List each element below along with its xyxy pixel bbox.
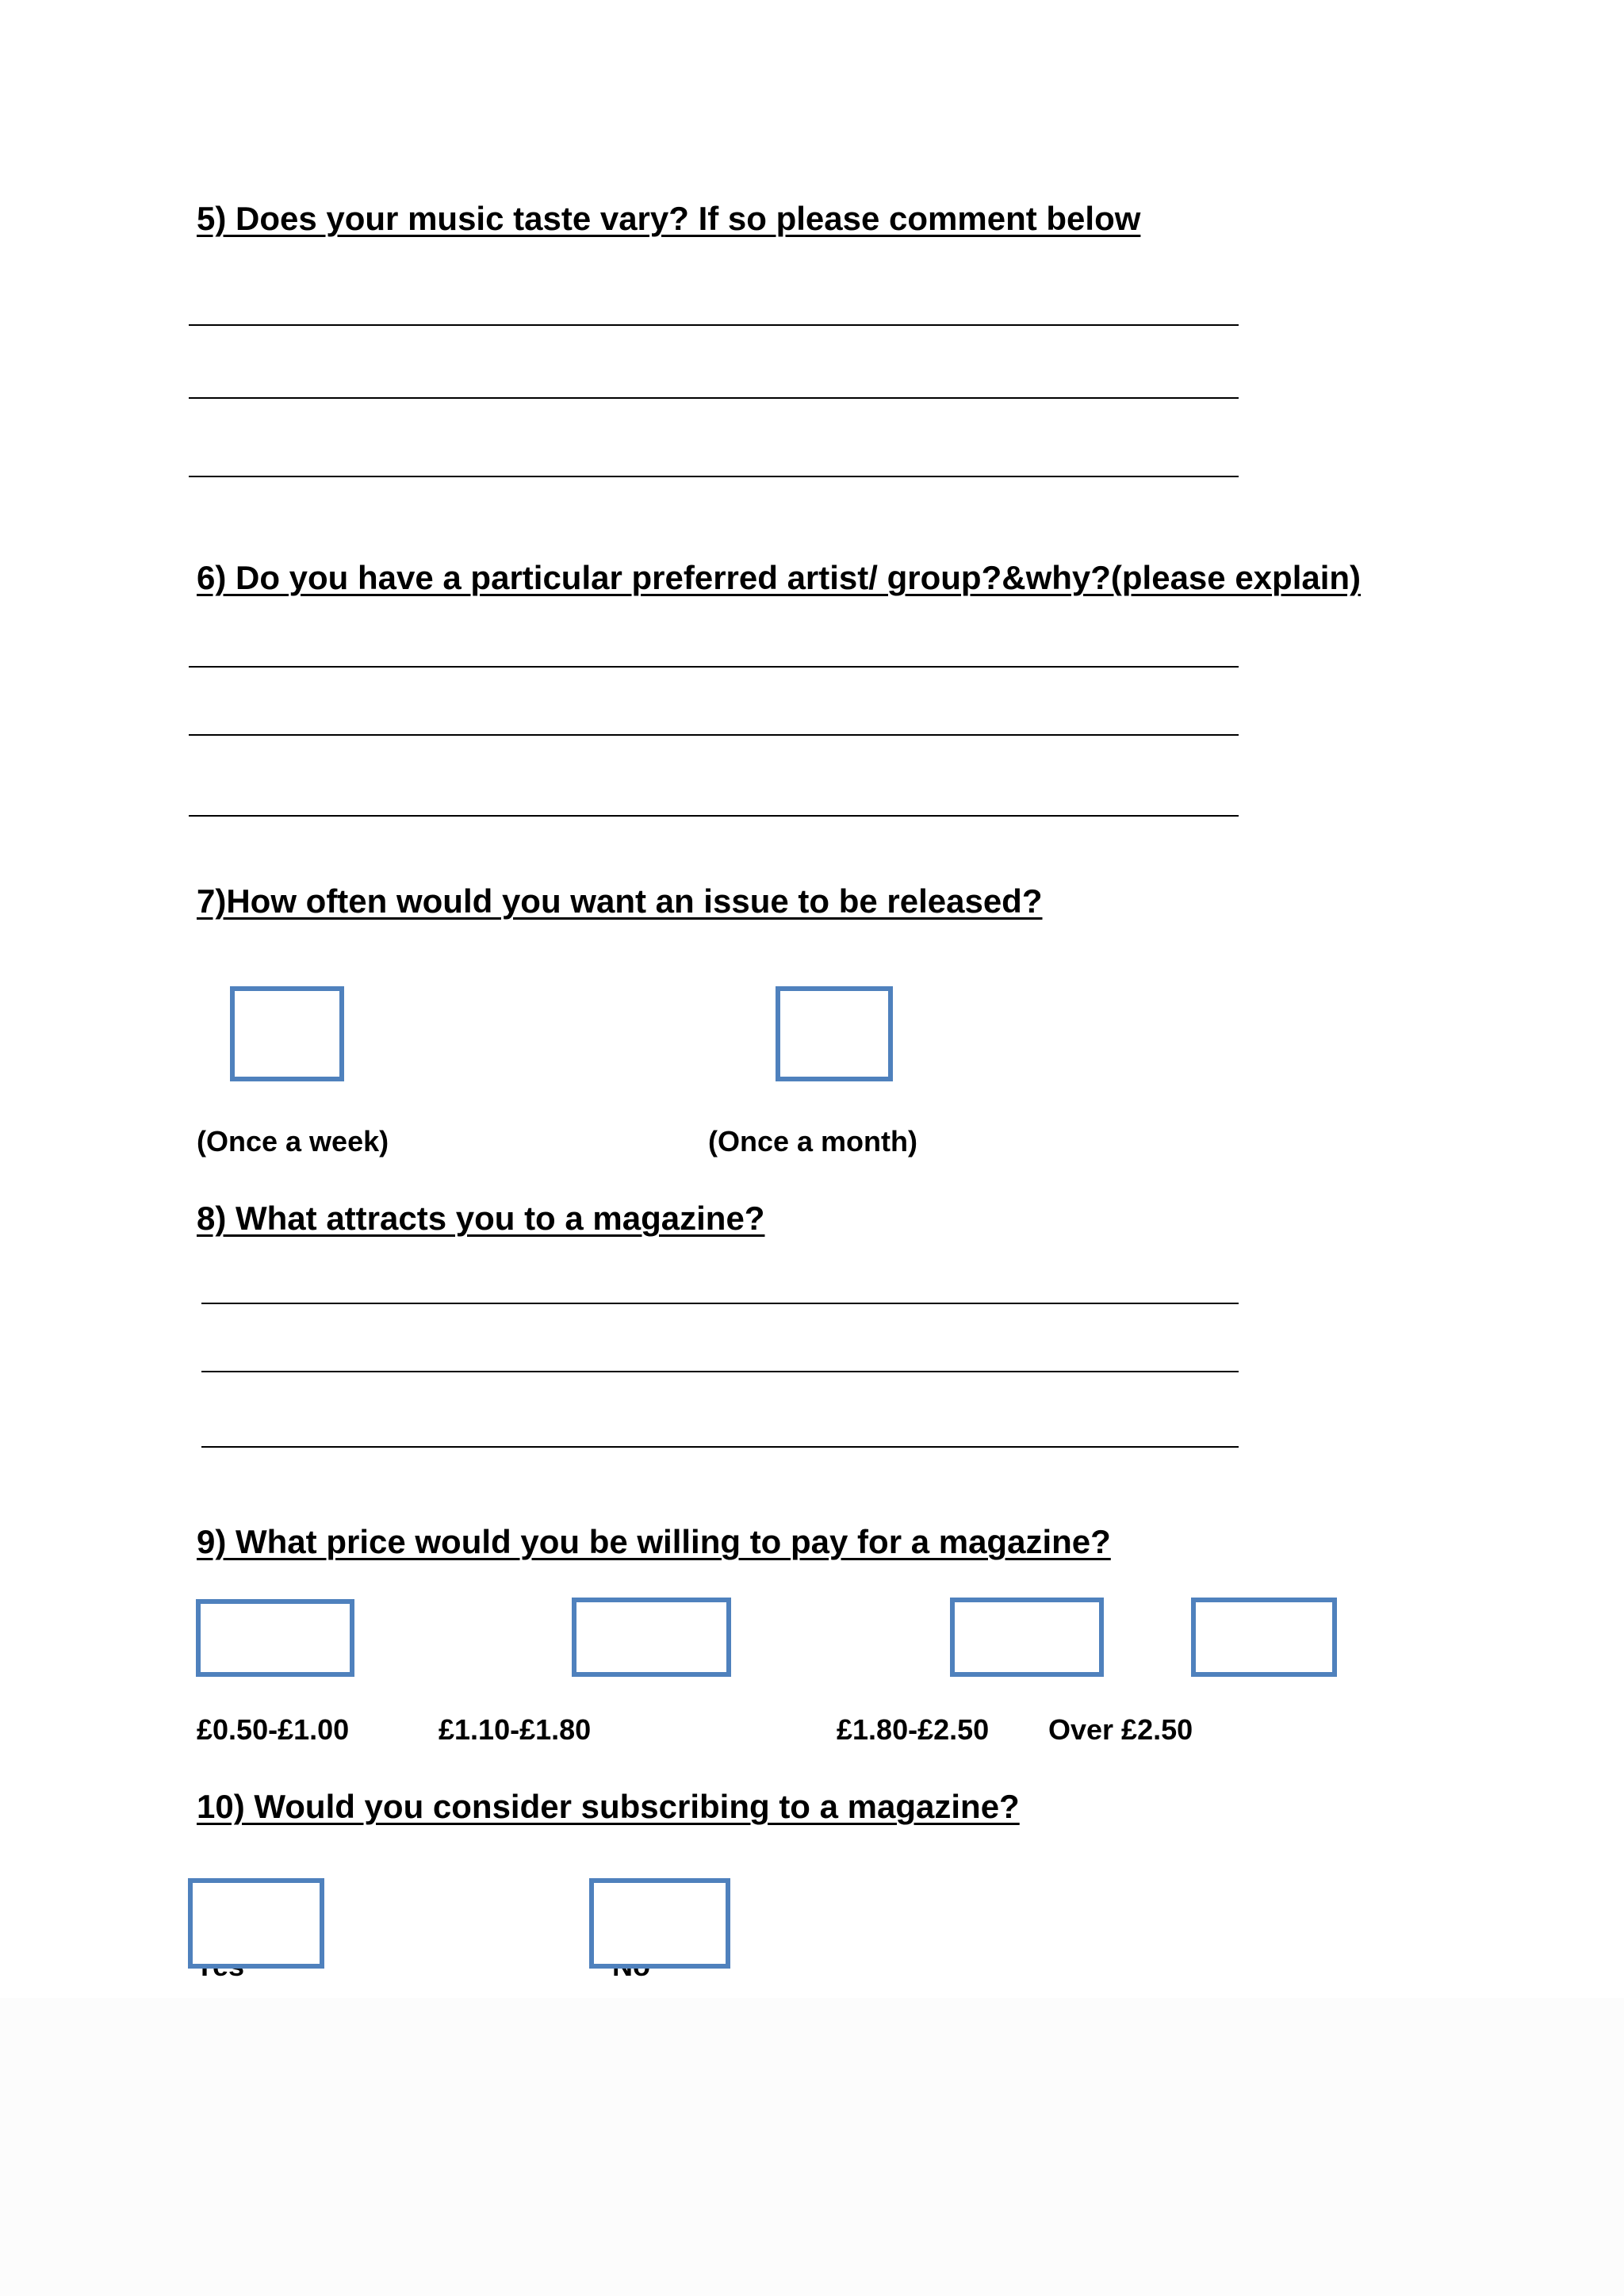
question-10-title: 10) Would you consider subscribing to a magazine?	[197, 1788, 1020, 1825]
question-5-answer-line-3[interactable]	[189, 476, 1239, 477]
question-5-answer-line-2[interactable]	[189, 397, 1239, 399]
question-8-title: 8) What attracts you to a magazine?	[197, 1200, 765, 1237]
question-6-title: 6) Do you have a particular preferred artist/ group?&why?(please explain)	[197, 559, 1362, 596]
checkbox-subscribe-yes[interactable]	[188, 1878, 324, 1969]
question-8-answer-line-2[interactable]	[201, 1371, 1239, 1372]
label-price-050-100: £0.50-£1.00	[197, 1713, 350, 1746]
question-6-answer-line-3[interactable]	[189, 815, 1239, 817]
question-6-answer-line-2[interactable]	[189, 734, 1239, 736]
checkbox-price-050-100[interactable]	[196, 1599, 354, 1677]
question-8-answer-line-3[interactable]	[201, 1446, 1239, 1448]
question-9-title: 9) What price would you be willing to pay for a magazine?	[197, 1523, 1111, 1560]
label-price-over-250: Over £2.50	[1048, 1713, 1193, 1746]
label-price-110-180: £1.10-£1.80	[439, 1713, 592, 1746]
checkbox-price-over-250[interactable]	[1191, 1598, 1337, 1677]
question-5-title: 5) Does your music taste vary? If so please comment below	[197, 200, 1141, 237]
question-8-answer-line-1[interactable]	[201, 1303, 1239, 1304]
checkbox-subscribe-no[interactable]	[589, 1878, 730, 1969]
checkbox-once-a-week[interactable]	[230, 986, 344, 1081]
checkbox-price-110-180[interactable]	[572, 1598, 731, 1677]
checkbox-price-180-250[interactable]	[950, 1598, 1104, 1677]
question-5-answer-line-1[interactable]	[189, 324, 1239, 326]
label-yes-visible-part	[195, 1966, 274, 1987]
label-no-visible-part	[612, 1966, 691, 1987]
page-bottom-area	[0, 1998, 1624, 2296]
question-6-answer-line-1[interactable]	[189, 666, 1239, 668]
label-price-180-250: £1.80-£2.50	[837, 1713, 990, 1746]
label-once-a-month: (Once a month)	[708, 1125, 918, 1158]
label-once-a-week: (Once a week)	[197, 1125, 389, 1158]
checkbox-once-a-month[interactable]	[776, 986, 893, 1081]
question-7-title: 7)How often would you want an issue to be released?	[197, 882, 1043, 920]
